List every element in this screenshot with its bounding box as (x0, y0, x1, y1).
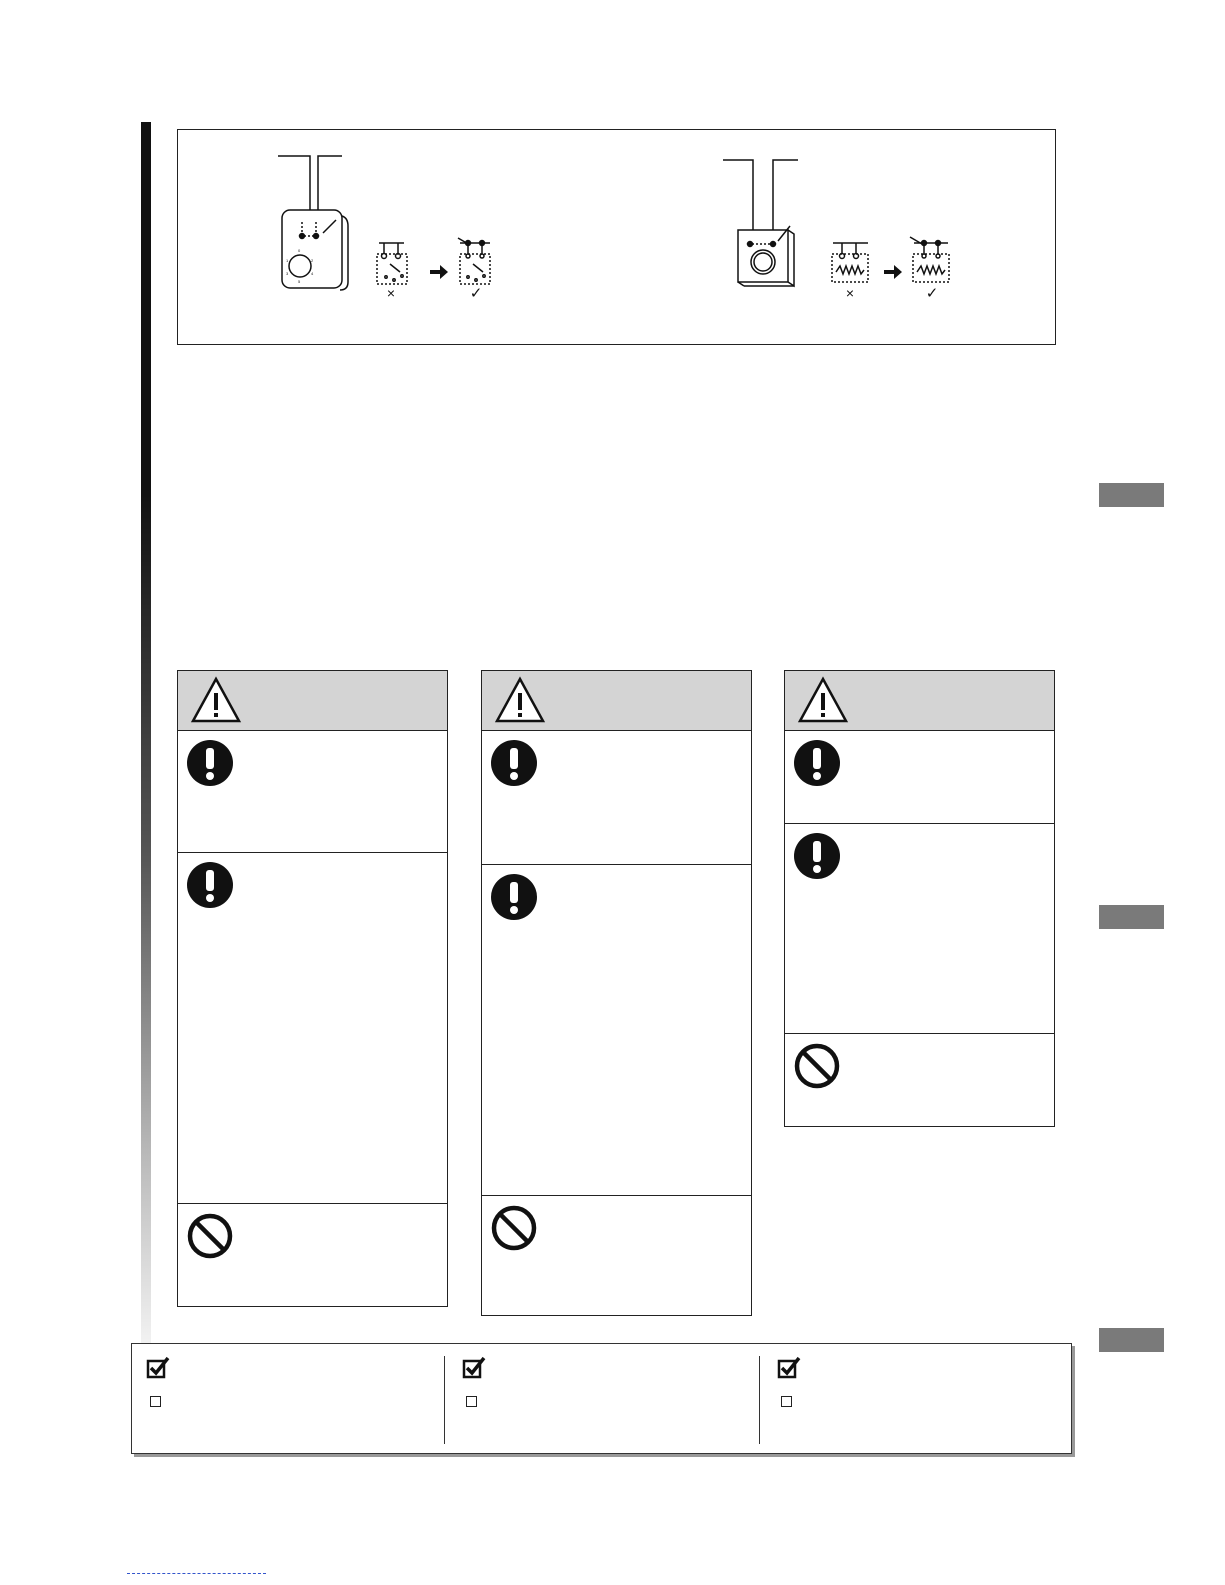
rotary-switch-icon (278, 156, 348, 290)
checklist-divider (444, 1356, 445, 1444)
warning-item (178, 731, 447, 853)
switch-right-diagram (458, 238, 490, 284)
svg-text:3: 3 (286, 271, 289, 276)
warning-item (785, 824, 1054, 1034)
svg-text:0: 0 (298, 248, 301, 253)
warning-item (178, 1204, 447, 1306)
warning-header (178, 671, 447, 731)
svg-text:1: 1 (286, 258, 289, 263)
warning-item (482, 731, 751, 865)
warning-header (785, 671, 1054, 731)
mandatory-exclamation-icon (490, 739, 538, 787)
switch-wrong-diagram (377, 243, 407, 284)
warning-item (785, 1034, 1054, 1126)
checklist-divider (759, 1356, 760, 1444)
svg-text:4: 4 (311, 271, 314, 276)
right-arrow-icon-2 (884, 265, 902, 279)
warning-item (178, 853, 447, 1204)
empty-checkbox-icon[interactable] (466, 1396, 477, 1407)
svg-text:✓: ✓ (925, 285, 939, 302)
warning-triangle-icon (797, 676, 849, 724)
heater-wrong-diagram (832, 243, 868, 282)
warning-item (482, 1196, 751, 1315)
checklist-item-3 (777, 1356, 1047, 1436)
svg-text:×: × (845, 285, 855, 301)
warning-item (482, 865, 751, 1196)
warning-column-1 (177, 670, 448, 1307)
warning-triangle-icon (494, 676, 546, 724)
warning-header (482, 671, 751, 731)
checklist-box (131, 1343, 1072, 1454)
checklist-item-2 (462, 1356, 732, 1436)
svg-text:5: 5 (298, 279, 301, 284)
side-tab-3[interactable] (1099, 1328, 1164, 1352)
right-arrow-icon (430, 265, 448, 279)
svg-text:2: 2 (311, 258, 314, 263)
empty-checkbox-icon[interactable] (150, 1396, 161, 1407)
warning-column-3 (784, 670, 1055, 1127)
checked-box-icon (462, 1356, 486, 1380)
checked-box-icon (146, 1356, 170, 1380)
side-tab-1[interactable] (1099, 483, 1164, 507)
mandatory-exclamation-icon (793, 832, 841, 880)
checked-box-icon (777, 1356, 801, 1380)
wiring-diagram (178, 130, 1054, 343)
warning-column-2 (481, 670, 752, 1316)
footer-link[interactable] (127, 1573, 266, 1574)
mandatory-exclamation-icon (793, 739, 841, 787)
svg-text:✓: ✓ (469, 285, 483, 302)
checklist-item-1 (146, 1356, 416, 1436)
heater-right-diagram (910, 237, 949, 282)
round-dial-switch-icon (723, 160, 798, 286)
svg-text:×: × (386, 285, 396, 301)
side-tab-2[interactable] (1099, 905, 1164, 929)
warning-triangle-icon (190, 676, 242, 724)
mandatory-exclamation-icon (186, 739, 234, 787)
prohibited-circle-icon (490, 1204, 538, 1252)
empty-checkbox-icon[interactable] (781, 1396, 792, 1407)
mandatory-exclamation-icon (490, 873, 538, 921)
wiring-diagram-box (177, 129, 1056, 345)
prohibited-circle-icon (186, 1212, 234, 1260)
section-side-bar (141, 122, 151, 1344)
prohibited-circle-icon (793, 1042, 841, 1090)
warning-item (785, 731, 1054, 824)
mandatory-exclamation-icon (186, 861, 234, 909)
